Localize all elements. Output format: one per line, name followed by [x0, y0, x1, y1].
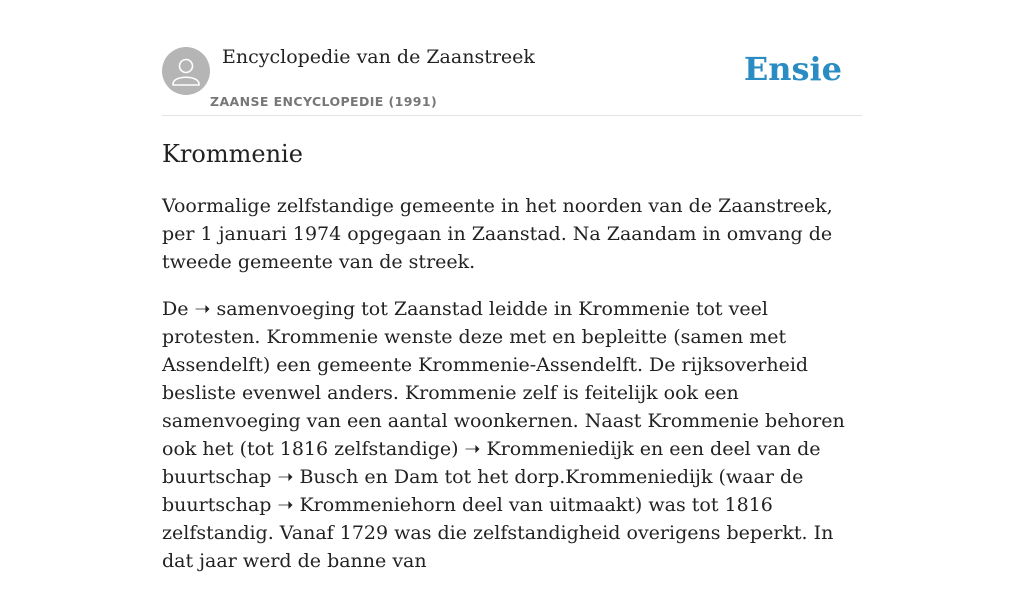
brand-logo[interactable]: Ensie [743, 50, 842, 88]
page [162, 0, 862, 572]
article-title: Krommenie [162, 140, 303, 168]
header [162, 0, 862, 116]
avatar[interactable] [162, 47, 210, 95]
source-subtitle: ZAANSE ENCYCLOPEDIE (1991) [210, 94, 438, 109]
user-icon [162, 47, 210, 95]
paragraph: Voormalige zelfstandige gemeente in het noorden van de Zaanstreek, per 1 januari 1974 opgegaan in Zaanstad. Na Zaandam in omvang de tweede gemeente van de streek. [162, 195, 833, 273]
article-body [162, 192, 862, 594]
site-title[interactable]: Encyclopedie van de Zaanstreek [222, 46, 535, 68]
paragraph: De ➝ samenvoeging tot Zaanstad leidde in Krommenie tot veel protesten. Krommenie wenste deze met en bepleitte (samen met Assendelft) een gemeente Krommenie-Assendelft. De rijksoverheid besliste evenwel anders. Krommenie zelf is feitelijk ook een samenvoeging van een aantal woonkernen. Naast Krommenie behoren ook het (tot 1816 zelfstandige) ➝ Krommeniedijk en een deel van de buurtschap ➝ Busch en Dam tot het dorp.Krommeniedijk (waar de buurtschap ➝ Krommeniehorn deel van uitmaakt) was tot 1816 zelfstandig. Vanaf 1729 was die zelfstandigheid overigens beperkt. In dat jaar werd de banne van [162, 298, 845, 572]
